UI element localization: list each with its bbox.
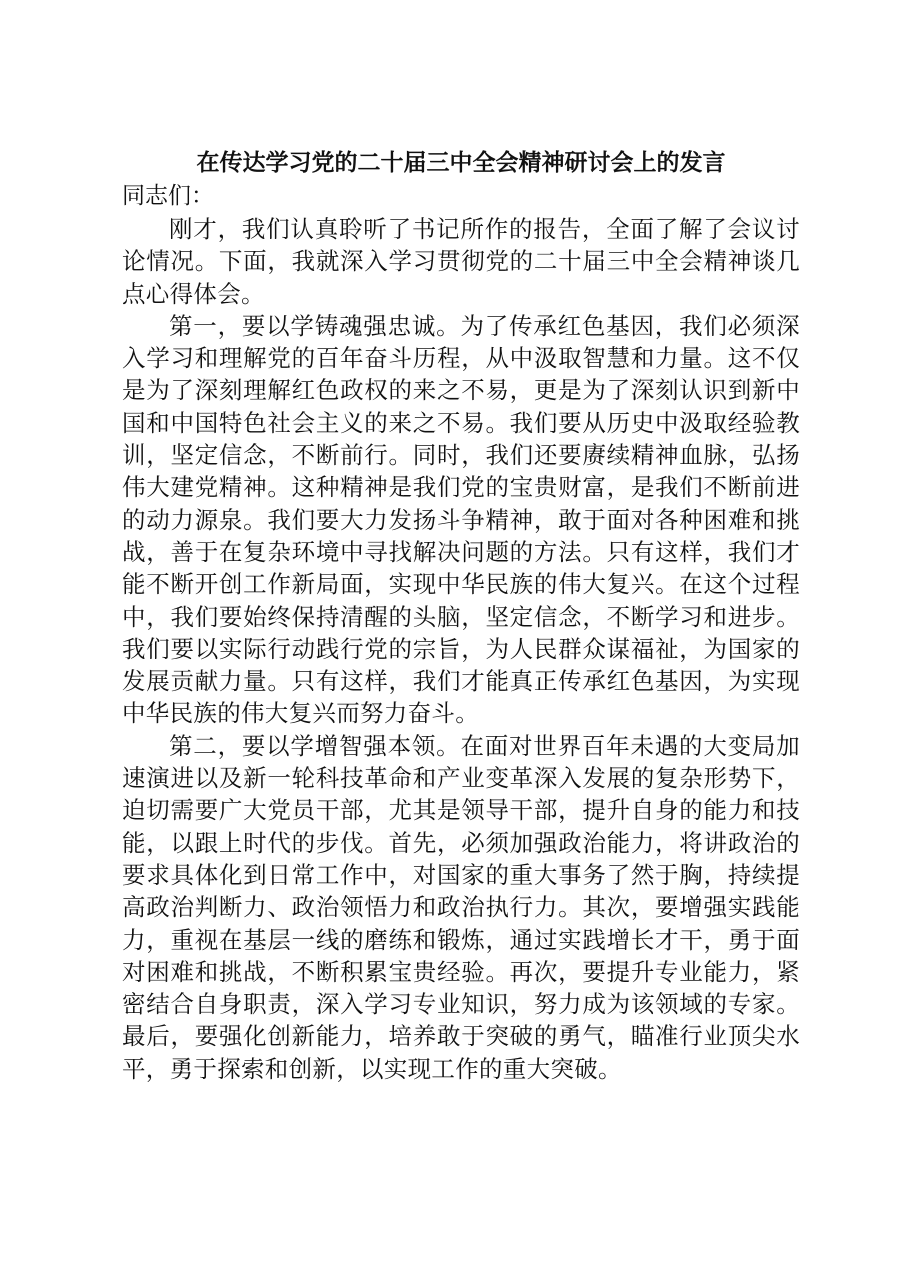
document-body (122, 146, 800, 1085)
paragraph-first-point: 第一，要以学铸魂强忠诚。为了传承红色基因，我们必须深入学习和理解党的百年奋斗历程，从中汲取智慧和力量。这不仅是为了深刻理解红色政权的来之不易，更是为了深刻认识到新中国和中国特色社会主义的来之不易。我们要从历史中汲取经验教训，坚定信念，不断前行。同时，我们还要赓续精神血脉，弘扬伟大建党精神。这种精神是我们党的宝贵财富，是我们不断前进的动力源泉。我们要大力发扬斗争精神，敢于面对各种困难和挑战，善于在复杂环境中寻找解决问题的方法。只有这样，我们才能不断开创工作新局面，实现中华民族的伟大复兴。在这个过程中，我们要始终保持清醒的头脑，坚定信念，不断学习和进步。我们要以实际行动践行党的宗旨，为人民群众谋福祉，为国家的发展贡献力量。只有这样，我们才能真正传承红色基因，为实现中华民族的伟大复兴而努力奋斗。 (122, 311, 800, 728)
salutation: 同志们： (122, 183, 214, 209)
paragraph-intro: 刚才，我们认真聆听了书记所作的报告，全面了解了会议讨论情况。下面，我就深入学习贯彻党的二十届三中全会精神谈几点心得体会。 (122, 215, 800, 308)
document-title: 在传达学习党的二十届三中全会精神研讨会上的发言 (196, 149, 726, 176)
paragraph-second-point: 第二，要以学增智强本领。在面对世界百年未遇的大变局加速演进以及新一轮科技革命和产业变革深入发展的复杂形势下，迫切需要广大党员干部，尤其是领导干部，提升自身的能力和技能，以跟上时代的步伐。首先，必须加强政治能力，将讲政治的要求具体化到日常工作中，对国家的重大事务了然于胸，持续提高政治判断力、政治领悟力和政治执行力。其次，要增强实践能力，重视在基层一线的磨练和锻炼，通过实践增长才干，勇于面对困难和挑战，不断积累宝贵经验。再次，要提升专业能力，紧密结合自身职责，深入学习专业知识，努力成为该领域的专家。最后，要强化创新能力，培养敢于突破的勇气，瞄准行业顶尖水平，勇于探索和创新，以实现工作的重大突破。 (122, 731, 800, 1083)
